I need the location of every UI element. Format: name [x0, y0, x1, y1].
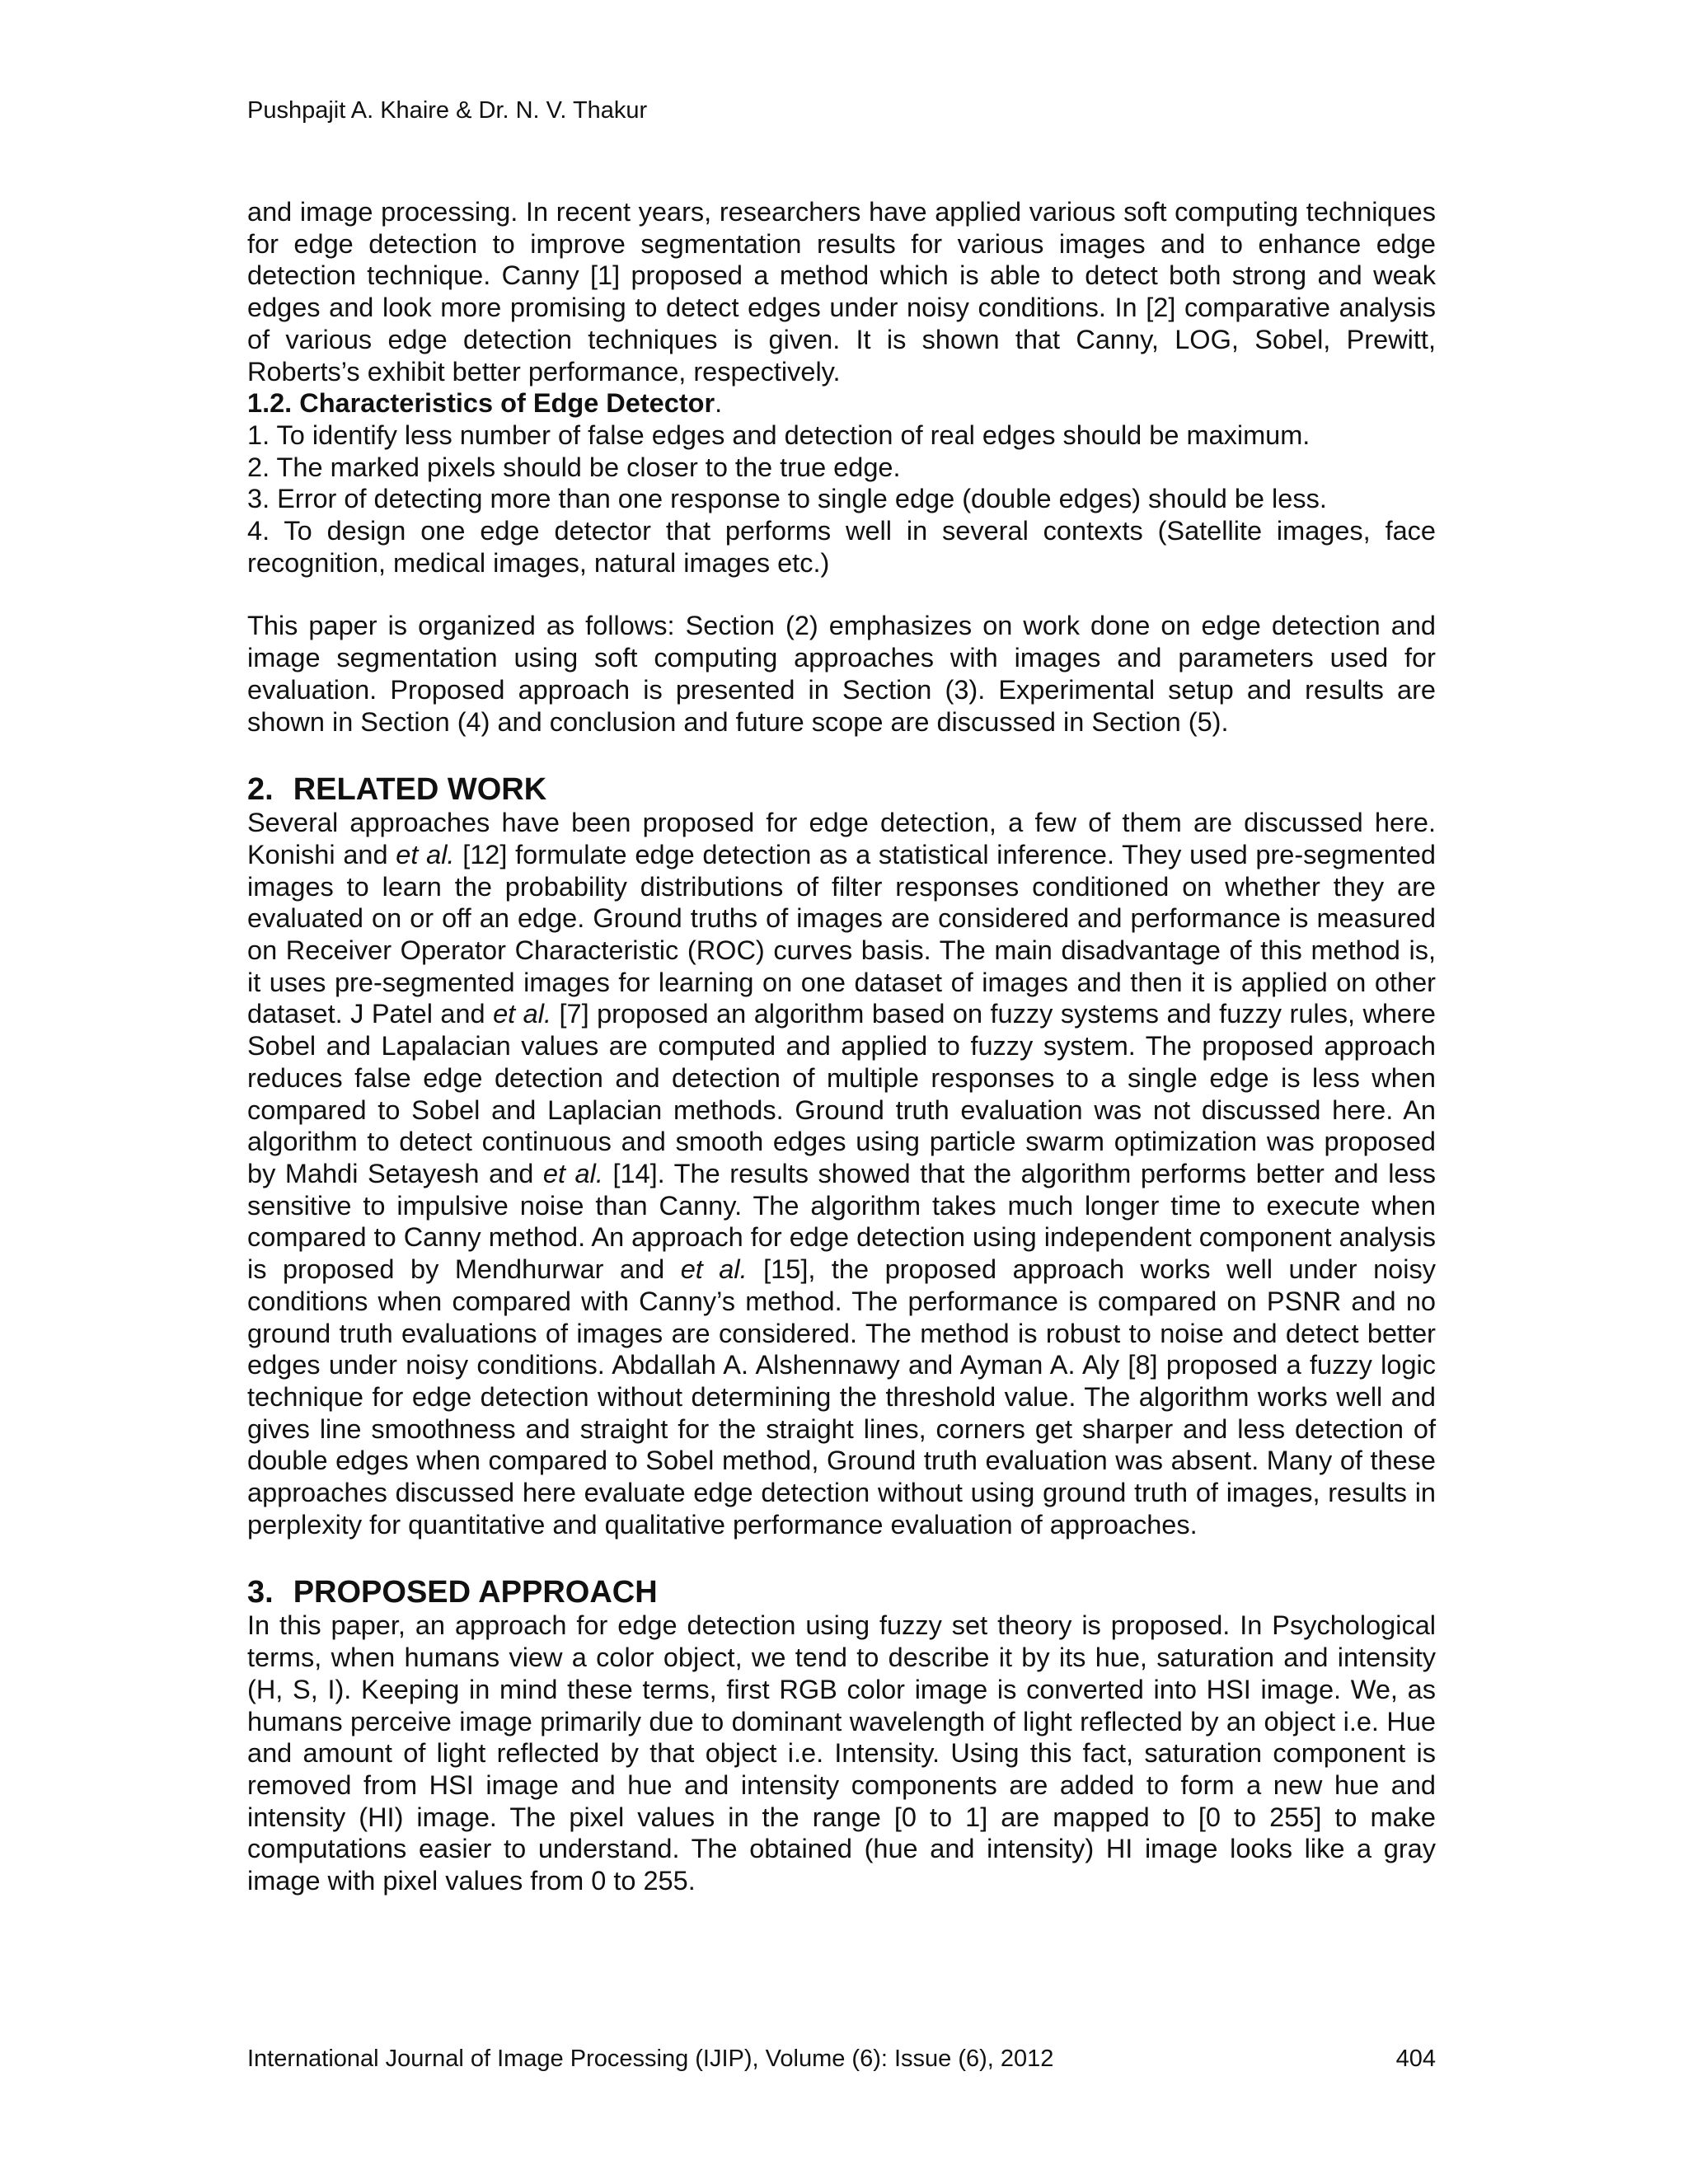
page-number: 404	[1395, 2046, 1436, 2072]
text-segment: [15], the proposed approach works well under noisy conditions when compared with Canny’s method. The performance is compared on PSNR and no ground truth evaluations of images are considered. The method is robust to noise and detect better edges under noisy conditions. Abdallah A. Alshennawy and Ayman A. Aly [8] proposed a fuzzy logic technique for edge detection without determining the threshold value. The algorithm works well and gives line smoothness and straight for the straight lines, corners get sharper and less detection of double edges when compared to Sobel method, Ground truth evaluation was absent. Many of these approaches discussed here evaluate edge detection without using ground truth of images, results in perplexity for quantitative and qualitative performance evaluation of approaches.	[247, 1254, 1436, 1540]
text-segment: [7] proposed an algorithm based on fuzzy systems and fuzzy rules, where Sobel and Lapalacian values are computed and applied to fuzzy system. The proposed approach reduces false edge detection and detection of multiple responses to a single edge is less when compared to Sobel and Laplacian methods. Ground truth evaluation was not discussed here. An algorithm to detect continuous and smooth edges using particle swarm optimization was proposed by Mahdi Setayesh and	[247, 999, 1436, 1188]
characteristic-item-1: 1. To identify less number of false edges and detection of real edges should be maximum.	[247, 419, 1311, 450]
characteristic-item-2: 2. The marked pixels should be closer to the true edge.	[247, 452, 901, 482]
related-work-paragraph	[247, 807, 1436, 1540]
et-al-italic: et al.	[680, 1254, 748, 1285]
subsection-title-period: .	[715, 388, 723, 419]
running-head: Pushpajit A. Khaire & Dr. N. V. Thakur	[247, 97, 648, 124]
organization-paragraph: This paper is organized as follows: Section (2) emphasizes on work done on edge detection and image segmentation using soft computing approaches with images and parameters used for evaluation. Proposed approach is presented in Section (3). Experimental setup and results are shown in Section (4) and conclusion and future scope are discussed in Section (5).	[247, 611, 1436, 737]
footer-journal: International Journal of Image Processing (IJIP), Volume (6): Issue (6), 2012	[247, 2046, 1054, 2072]
subsection-title: 1.2. Characteristics of Edge Detector	[247, 388, 715, 419]
section-title: PROPOSED APPROACH	[293, 1575, 658, 1610]
section-heading-related-work	[247, 772, 1436, 807]
section-number: 3.	[247, 1575, 274, 1610]
proposed-approach-paragraph: In this paper, an approach for edge detection using fuzzy set theory is proposed. In Psychological terms, when humans view a color object, we tend to describe it by its hue, saturation and intensity (H, S, I). Keeping in mind these terms, first RGB color image is converted into HSI image. We, as humans perceive image primarily due to dominant wavelength of light reflected by an object i.e. Hue and amount of light reflected by that object i.e. Intensity. Using this fact, saturation component is removed from HSI image and hue and intensity components are added to form a new hue and intensity (HI) image. The pixel values in the range [0 to 1] are mapped to [0 to 255] to make computations easier to understand. The obtained (hue and intensity) HI image looks like a gray image with pixel values from 0 to 255.	[247, 1610, 1436, 1896]
text-segment: [14]. The results showed that the algorithm performs better and less sensitive to impulsive noise than Canny. The algorithm takes much longer time to execute when compared to Canny method. An approach for edge detection using independent component analysis is proposed by Mendhurwar and	[247, 1158, 1436, 1285]
intro-paragraph: and image processing. In recent years, researchers have applied various soft computing techniques for edge detection to improve segmentation results for various images and to enhance edge detection technique. Canny [1] proposed a method which is able to detect both strong and weak edges and look more promising to detect edges under noisy conditions. In [2] comparative analysis of various edge detection techniques is given. It is shown that Canny, LOG, Sobel, Prewitt, Roberts’s exhibit better performance, respectively.	[247, 197, 1436, 387]
et-al-italic: et al.	[396, 839, 455, 869]
page-body	[247, 196, 1436, 1897]
section-heading-proposed-approach	[247, 1575, 1436, 1610]
section-title: RELATED WORK	[293, 772, 547, 808]
text-segment: [12] formulate edge detection as a statistical inference. They used pre-segmented images to learn the probability distributions of filter responses conditioned on whether they are evaluated on or off an edge. Ground truths of images are considered and performance is measured on Receiver Operator Characteristic (ROC) curves basis. The main disadvantage of this method is, it uses pre-segmented images for learning on one dataset of images and then it is applied on other dataset. J Patel and	[247, 839, 1436, 1029]
characteristic-item-4: 4. To design one edge detector that performs well in several contexts (Satellite images, face recognition, medical images, natural images etc.)	[247, 516, 1436, 578]
subsection-heading	[247, 387, 1436, 419]
text-segment: Several approaches have been proposed for edge detection, a few of them are discussed here. Konishi and	[247, 808, 1436, 869]
characteristic-item-3: 3. Error of detecting more than one response to single edge (double edges) should be less.	[247, 484, 1327, 514]
section-number: 2.	[247, 772, 274, 808]
et-al-italic: et al.	[542, 1158, 603, 1188]
et-al-italic: et al.	[493, 999, 551, 1029]
